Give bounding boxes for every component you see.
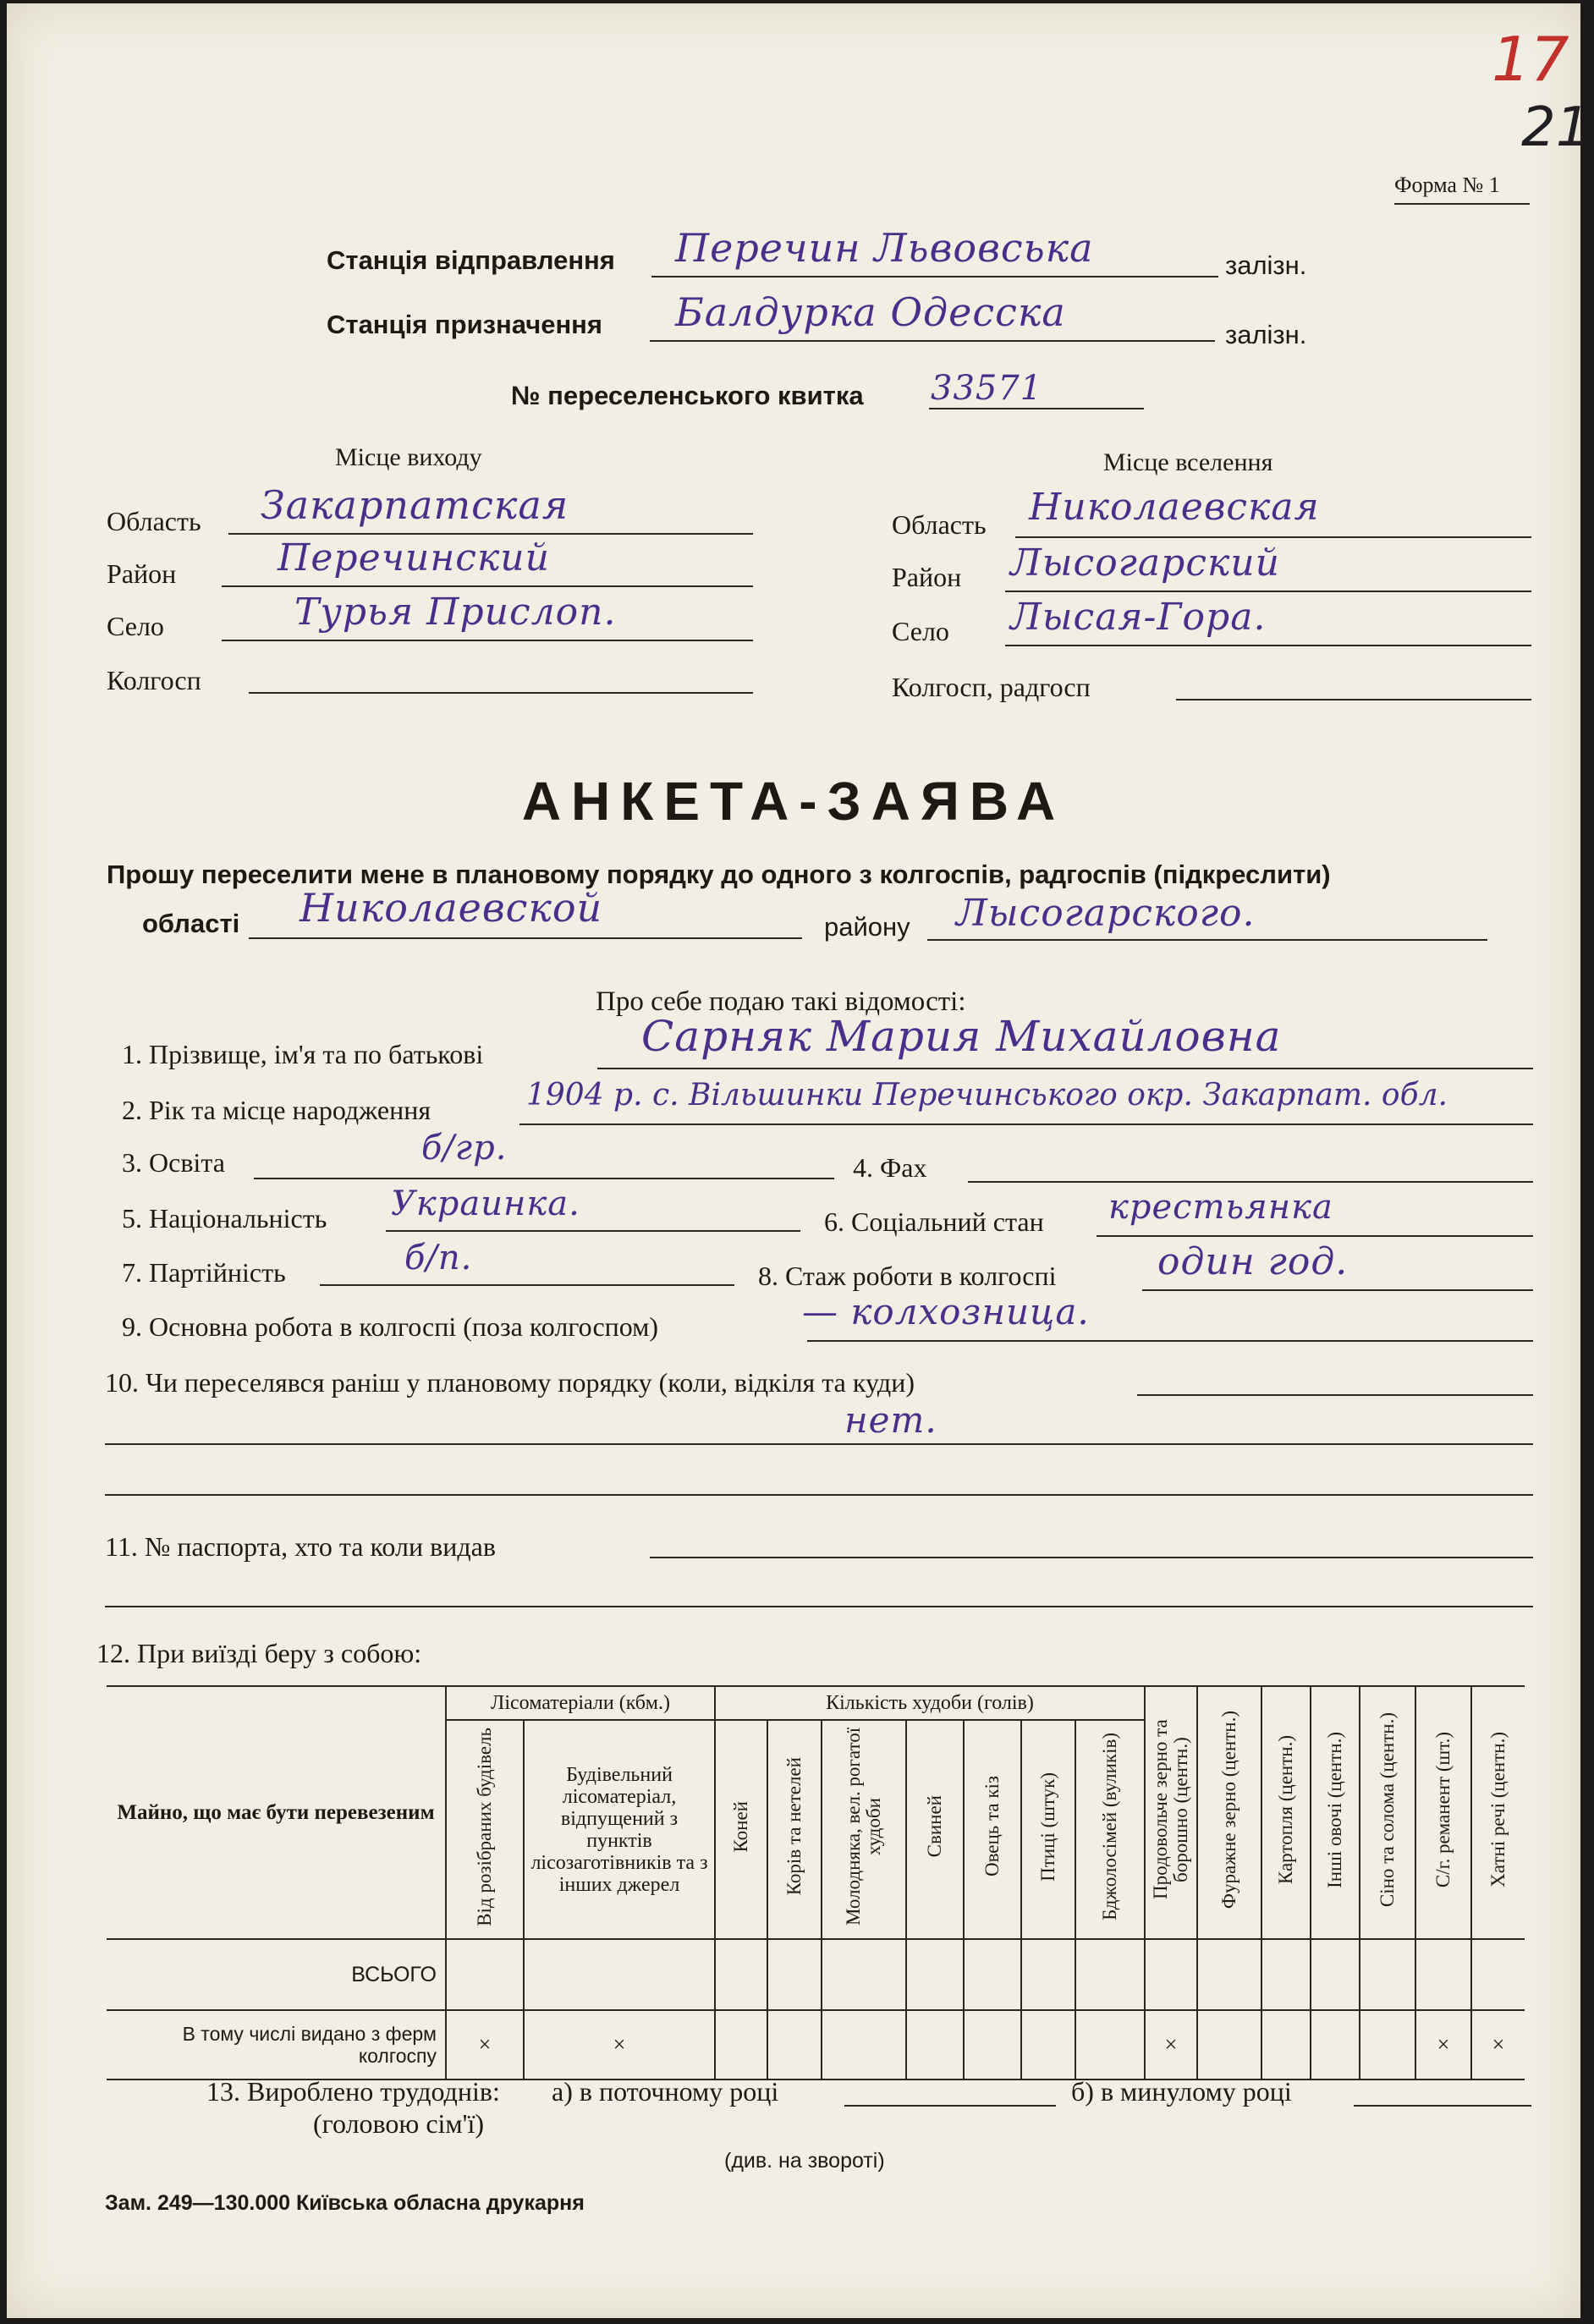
field-4-label: 4. Фах: [853, 1152, 927, 1183]
col-cows: Корів та нетелей: [783, 1757, 805, 1896]
departure-label: Станція відправлення: [327, 245, 615, 275]
settlement-heading: Місце вселення: [1103, 448, 1273, 476]
departure-value: Перечин Львовська: [675, 225, 1094, 271]
field-7-label: 7. Партійність: [122, 1257, 286, 1288]
settlement-oblast-value: Николаевская: [1029, 486, 1320, 529]
col-potatoes: Картопля (центн.): [1275, 1734, 1296, 1885]
field-12-label: 12. При виїзді беру з собою:: [96, 1638, 422, 1668]
property-header: Майно, що має бути перевезеним: [107, 1686, 446, 1939]
x-mark: ×: [446, 2010, 524, 2080]
field-6-value: крестьянка: [1108, 1188, 1333, 1227]
col-tools: С/г. реманент (шт.): [1432, 1731, 1454, 1888]
col-bees: Бджолосімей (вуликів): [1099, 1733, 1120, 1920]
origin-selo-label: Село: [107, 611, 164, 641]
field-5-value: Украинка.: [391, 1184, 580, 1223]
origin-raion-value: Перечинский: [278, 536, 550, 580]
form-title: АНКЕТА-ЗАЯВА: [521, 771, 1066, 832]
field-9-value: — колхозница.: [802, 1291, 1090, 1332]
request-raion-label: району: [824, 912, 910, 942]
field-1-label: 1. Прізвище, ім'я та по батькові: [122, 1039, 484, 1069]
x-mark: ×: [1145, 2010, 1197, 2080]
destination-value: Балдурка Одесска: [675, 289, 1066, 335]
origin-oblast-label: Область: [107, 506, 201, 536]
origin-raion-label: Район: [107, 558, 177, 589]
col-household: Хатні речі (центн.): [1487, 1732, 1509, 1887]
col-vegetables: Інші овочі (центн.): [1324, 1731, 1345, 1888]
col-building-lumber: Будівельний лісоматеріал, відпущений з пунктів лісозаготівників та з інших джерел: [524, 1720, 715, 1939]
x-mark: ×: [1415, 2010, 1471, 2080]
document-page: [7, 3, 1591, 2318]
continued-note: (див. на звороті): [724, 2149, 885, 2173]
destination-label: Станція призначення: [327, 310, 602, 339]
ticket-label: № переселенського квитка: [511, 381, 864, 410]
field-6-label: 6. Соціальний стан: [824, 1206, 1044, 1237]
x-mark: ×: [1471, 2010, 1525, 2080]
field-10-label: 10. Чи переселявся раніш у плановому порядку (коли, відкіля та куди): [105, 1367, 915, 1398]
settlement-raion-label: Район: [892, 562, 962, 592]
col-dismantled: Від розібраних будівель: [474, 1727, 495, 1926]
workdays-previous-label: б) в минулому році: [1071, 2076, 1292, 2107]
settlement-oblast-label: Область: [892, 509, 987, 540]
field-7-value: б/п.: [404, 1239, 473, 1277]
origin-selo-value: Турья Прислоп.: [294, 591, 617, 634]
col-food-grain: Продовольче зерно та борошно (центн.): [1150, 1719, 1191, 1900]
field-10-value: нет.: [844, 1399, 937, 1441]
col-sheep: Овець та кіз: [981, 1776, 1003, 1877]
archive-red-number: 17: [1492, 24, 1569, 95]
departure-suffix: залізн.: [1225, 250, 1307, 280]
group-livestock: Кількість худоби (голів): [715, 1686, 1145, 1720]
field-3-label: 3. Освіта: [122, 1147, 225, 1178]
origin-oblast-value: Закарпатская: [261, 482, 569, 528]
field-8-value: один год.: [1157, 1240, 1349, 1283]
field-5-label: 5. Національність: [122, 1203, 327, 1233]
settlement-selo-value: Лысая-Гора.: [1010, 596, 1267, 639]
request-oblast-value: Николаевской: [300, 885, 603, 931]
belongings-table: [107, 1685, 1525, 2080]
settlement-raion-value: Лысогарский: [1010, 541, 1280, 585]
about-heading: Про себе подаю такі відомості:: [596, 986, 966, 1017]
table-row: [107, 2010, 1525, 2080]
field-2-value: 1904 р. с. Вільшинки Перечинського окр. Закарпат. обл.: [526, 1078, 1448, 1113]
archive-sheet-number: 21: [1521, 96, 1591, 159]
row-total-label: ВСЬОГО: [107, 1939, 446, 2010]
col-horses: Коней: [730, 1800, 751, 1853]
field-1-value: Сарняк Мария Михайловна: [641, 1012, 1282, 1061]
origin-heading: Місце виходу: [335, 443, 482, 471]
request-raion-value: Лысогарского.: [956, 892, 1256, 935]
form-number: Форма № 1: [1394, 173, 1500, 197]
workdays-label: 13. Вироблено трудоднів:: [206, 2076, 500, 2107]
ticket-value: 33571: [931, 369, 1043, 408]
origin-kolhosp-label: Колгосп: [107, 665, 201, 695]
workdays-current-label: а) в поточному році: [552, 2076, 779, 2107]
field-9-label: 9. Основна робота в колгоспі (поза колгоспом): [122, 1311, 659, 1342]
settlement-selo-label: Село: [892, 616, 949, 646]
col-hay: Сіно та солома (центн.): [1377, 1711, 1398, 1908]
workdays-sub-label: (головою сім'ї): [313, 2108, 484, 2139]
field-2-label: 2. Рік та місце народження: [122, 1095, 431, 1125]
row-farm-label: В тому числі видано з ферм колгоспу: [107, 2010, 446, 2080]
settlement-kolhosp-label: Колгосп, радгосп: [892, 672, 1091, 702]
group-lumber: Лісоматеріали (кбм.): [446, 1686, 715, 1720]
x-mark: ×: [524, 2010, 715, 2080]
request-oblast-label: області: [142, 909, 240, 938]
destination-suffix: залізн.: [1225, 320, 1307, 349]
field-8-label: 8. Стаж роботи в колгоспі: [758, 1261, 1057, 1291]
field-11-label: 11. № паспорта, хто та коли видав: [105, 1531, 496, 1562]
field-3-value: б/гр.: [421, 1129, 508, 1167]
table-row: [107, 1939, 1525, 2010]
col-poultry: Птиці (штук): [1037, 1772, 1058, 1882]
request-line: Прошу переселити мене в плановому порядку до одного з колгоспів, радгоспів (підкреслити): [107, 860, 1331, 889]
printer-imprint: Зам. 249—130.000 Київська обласна друкарня: [105, 2191, 585, 2215]
col-pigs: Свиней: [924, 1795, 945, 1858]
col-youngstock: Молодняка, вел. рогатої худоби: [843, 1727, 884, 1926]
col-fodder-grain: Фуражне зерно (центн.): [1218, 1710, 1239, 1909]
